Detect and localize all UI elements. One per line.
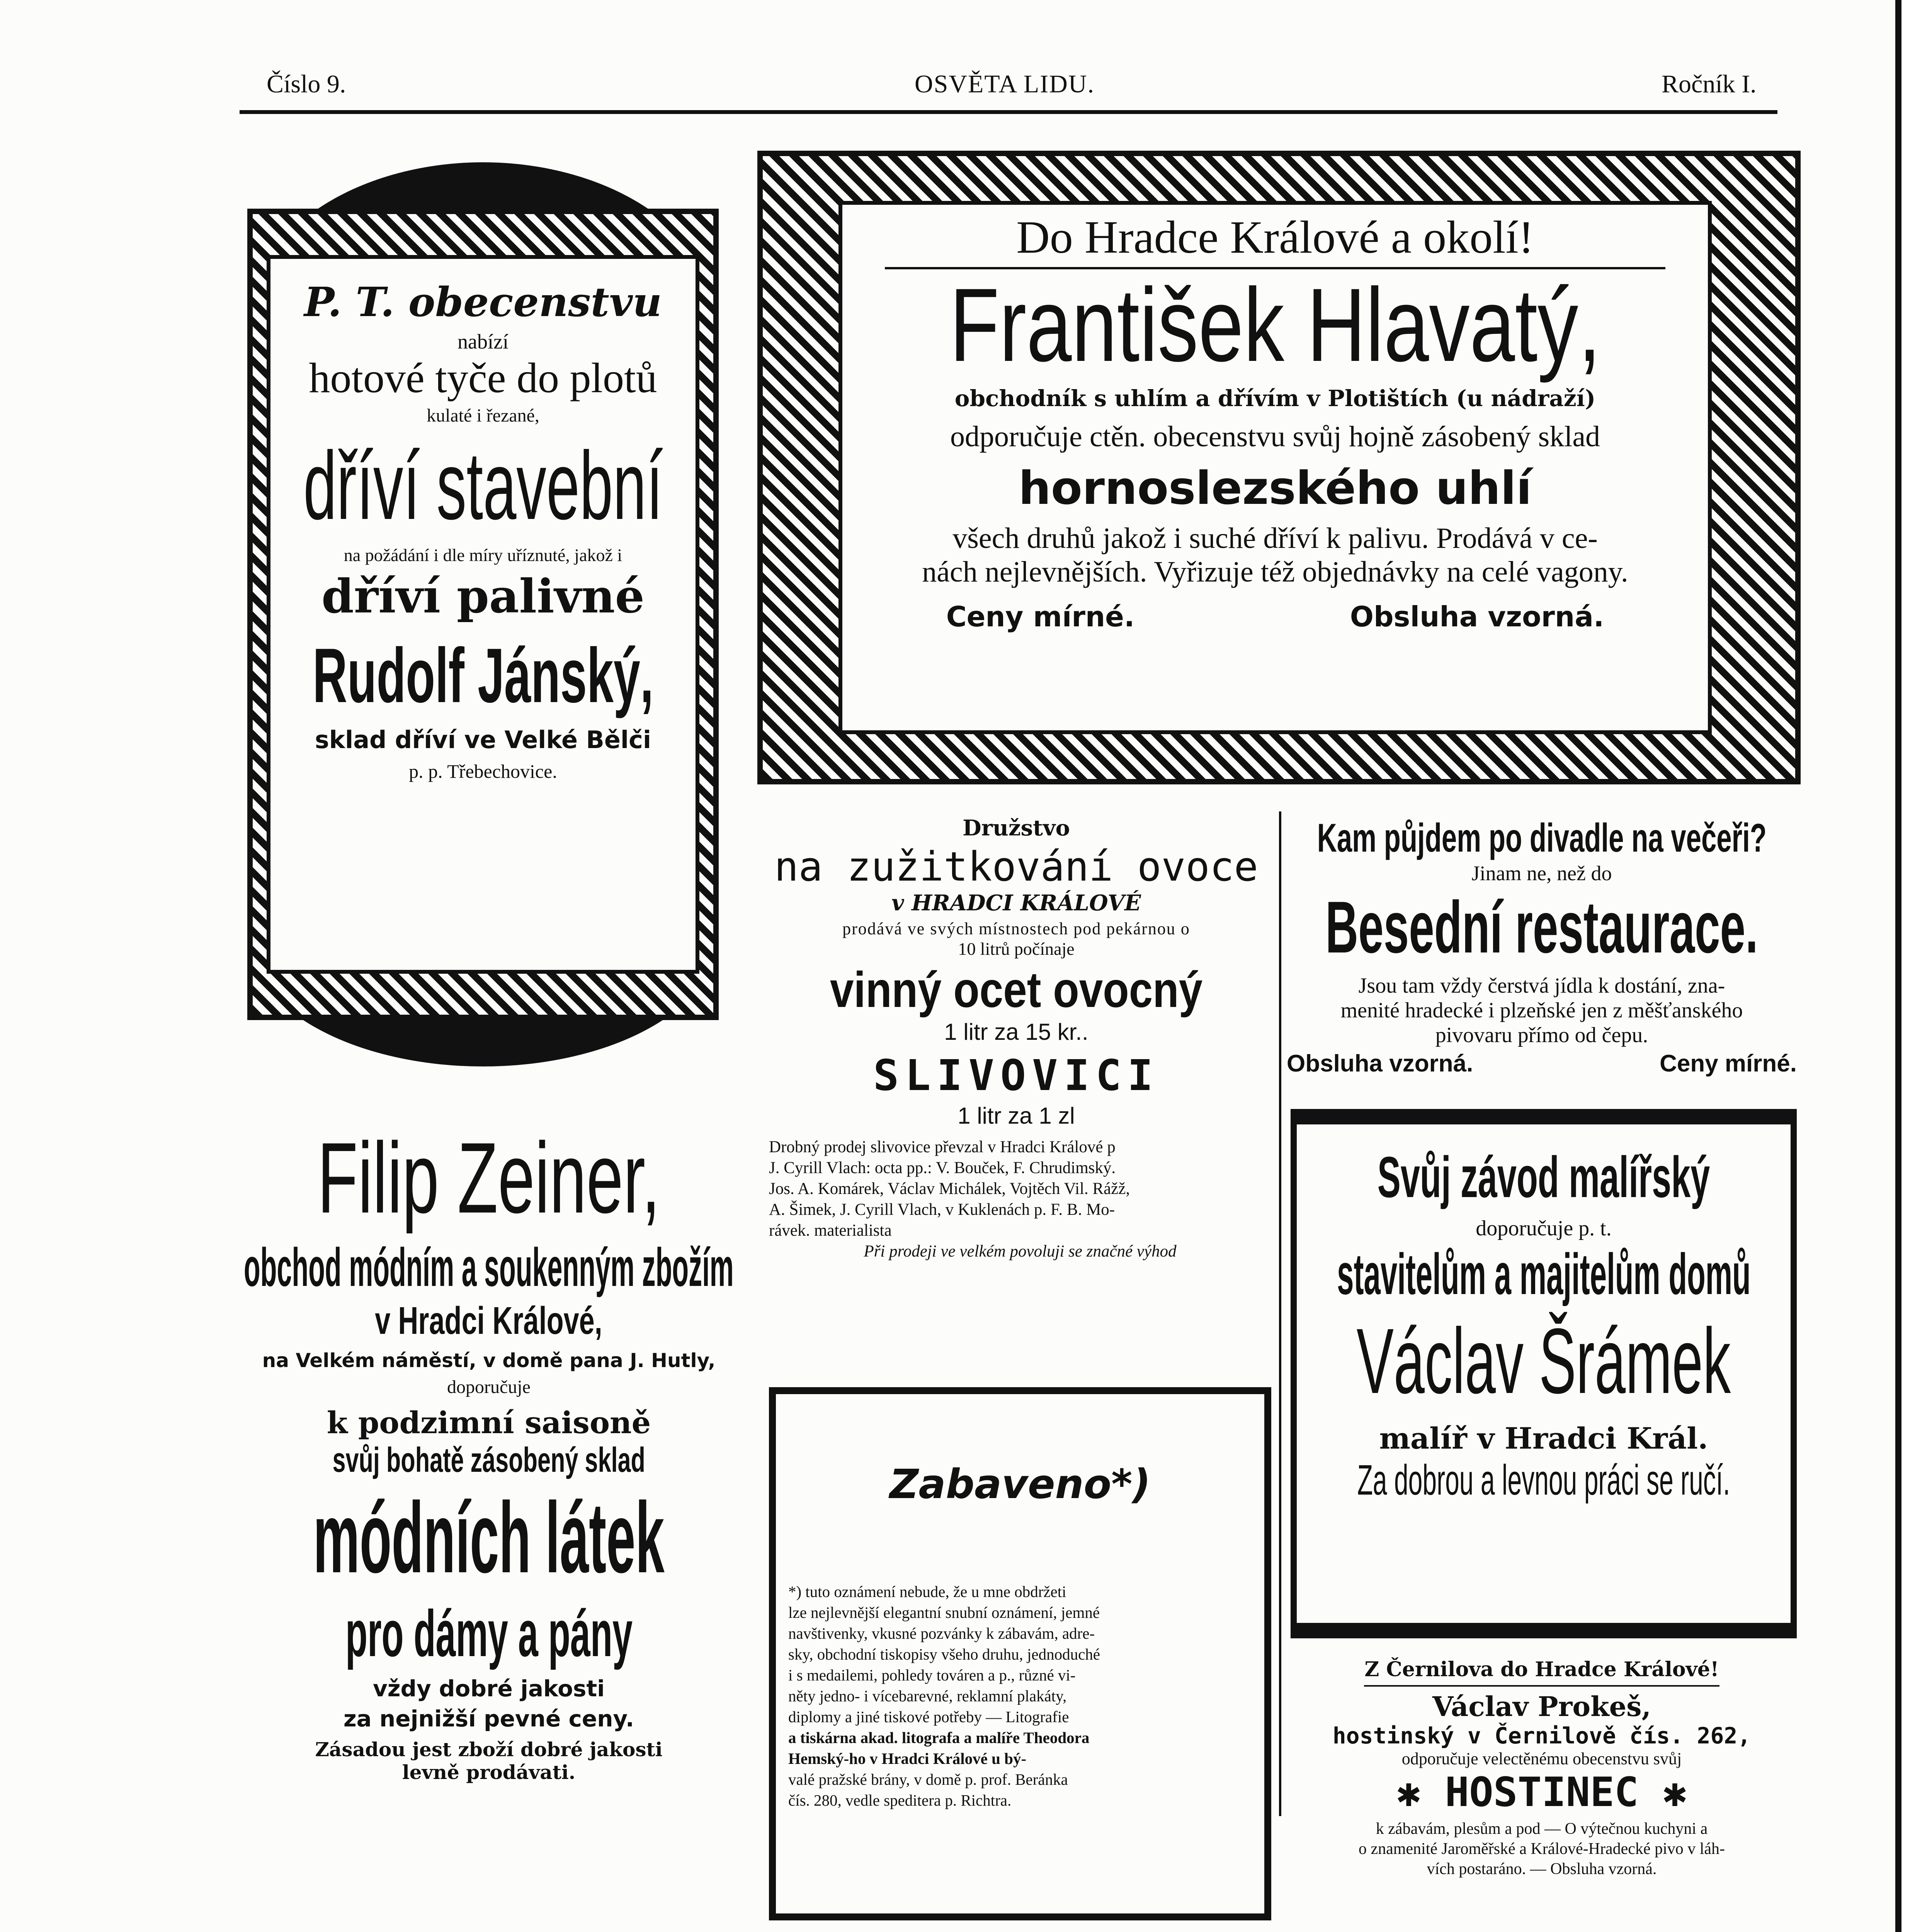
fruit-body-3: A. Šimek, J. Cyrill Vlach, v Kuklenách p. F. B. Mo-	[769, 1201, 1115, 1219]
column-divider	[1279, 811, 1281, 1816]
fruit-line5: vinný ocet ovocný	[830, 961, 1203, 1018]
coal-name: František Hlavatý,	[949, 267, 1601, 383]
fruit-body-1: J. Cyrill Vlach: octa pp.: V. Bouček, F. Chrudimský.	[769, 1159, 1116, 1177]
next-page-strip	[1895, 0, 1932, 1932]
zeiner-line4: doporučuje	[447, 1377, 531, 1397]
coal-line3: hornoslezského uhlí	[1018, 461, 1532, 515]
restaurant-price: Ceny mírné.	[1660, 1050, 1797, 1077]
zeiner-line2: v Hradci Králové,	[375, 1299, 603, 1342]
inn-line3: HOSTINEC	[1445, 1769, 1639, 1816]
zeiner-line8: pro dámy a pány	[345, 1597, 633, 1670]
fence-place: sklad dříví ve Velké Bělči	[315, 726, 651, 754]
seized-body-5: něty jedno- i vícebarevné, reklamní plakáty,	[788, 1687, 1067, 1705]
restaurant-body-2: pivovaru přímo od čepu.	[1435, 1023, 1648, 1047]
coal-line5: nách nejlevnějších. Vyřizuje též objednávky na celé vagony.	[922, 556, 1628, 588]
zeiner-line11: Zásadou jest zboží dobré jakosti	[315, 1738, 663, 1761]
fruit-line4: 10 litrů počínaje	[958, 939, 1075, 959]
fence-post: p. p. Třebechovice.	[409, 760, 557, 782]
fruit-line3: prodává ve svých místnostech pod pekárnou o	[842, 919, 1190, 938]
coal-service: Obsluha vzorná.	[1350, 600, 1604, 633]
seized-body-9: valé pražské brány, v domě p. prof. Beránka	[788, 1770, 1068, 1788]
restaurant-name: Besední restaurace.	[1325, 886, 1758, 968]
painter-line3: stavitelům a majitelům domů	[1337, 1242, 1751, 1306]
coal-line4: všech druhů jakož i suché dříví k palivu. Prodává v ce-	[952, 522, 1598, 554]
seized-heading: Zabaveno*)	[889, 1461, 1151, 1508]
seized-body-0: *) tuto oznámení nebude, že u mne obdržeti	[788, 1583, 1066, 1600]
zeiner-name: Filip Zeiner,	[317, 1122, 660, 1234]
fence-line1: hotové tyče do plotů	[309, 354, 657, 401]
seized-body-1: lze nejlevnější elegantní snubní oznámení, jemné	[788, 1604, 1100, 1621]
fruit-line6: 1 litr za 15 kr..	[944, 1019, 1088, 1045]
ad-zeiner	[232, 1121, 746, 1784]
restaurant-heading: Kam půjdem po divadle na večeři?	[1317, 816, 1767, 861]
inn-line1: hostinský v Černilově čís. 262,	[1332, 1723, 1751, 1749]
coal-price: Ceny mírné.	[946, 600, 1135, 633]
restaurant-body-0: Jsou tam vždy čerstvá jídla k dostání, zna-	[1358, 974, 1725, 998]
restaurant-line1: Jinam ne, než do	[1471, 862, 1612, 885]
zeiner-line6: svůj bohatě zásobený sklad	[332, 1441, 645, 1480]
fence-line2: kulaté i řezané,	[427, 405, 539, 426]
inn-body-0: k zábavám, plesům a pod — O výtečnou kuchyni a	[1376, 1820, 1708, 1838]
painter-line2: doporučuje p. t.	[1476, 1216, 1612, 1240]
fruit-body-5: Při prodeji ve velkém povoluji se značné výhod	[864, 1242, 1177, 1260]
restaurant-body-1: menité hradecké i plzeňské jen z měšťanského	[1340, 998, 1743, 1022]
header-title: OSVĚTA LIDU.	[914, 70, 1095, 98]
fence-name: Rudolf Jánský,	[313, 633, 653, 719]
fruit-line7: SLIVOVICI	[873, 1051, 1160, 1100]
fruit-line8: 1 litr za 1 zl	[957, 1103, 1075, 1129]
zeiner-line1: obchod módním a soukenným zbožím	[244, 1237, 734, 1298]
ad-fence	[232, 162, 734, 1070]
seized-body-6: diplomy a jiné tiskové potřeby — Litografie	[788, 1708, 1069, 1726]
zeiner-line7: módních látek	[313, 1482, 665, 1594]
fruit-body-4: rávek. materialista	[769, 1221, 892, 1240]
fruit-line2: v HRADCI KRÁLOVÉ	[891, 890, 1141, 916]
seized-body-8: Hemský-ho v Hradci Králové u bý-	[788, 1750, 1027, 1767]
zeiner-line3: na Velkém náměstí, v domě pana J. Hutly,	[262, 1349, 716, 1372]
fence-heading: P. T. obecenstvu	[304, 278, 662, 326]
coal-heading: Do Hradce Králové a okolí!	[1016, 211, 1534, 263]
zeiner-line10: za nejnižší pevné ceny.	[343, 1706, 634, 1732]
fence-line4: na požádání i dle míry uříznuté, jakož i	[344, 545, 622, 565]
seized-body-3: sky, obchodní tiskopisy všeho druhu, jednoduché	[788, 1645, 1100, 1663]
fruit-body-2: Jos. A. Komárek, Václav Michálek, Vojtěch Vil. Rážž,	[769, 1180, 1130, 1198]
fence-line3: dříví stavební	[303, 432, 663, 539]
fruit-body-0: Drobný prodej slivovice převzal v Hradci Králové p	[769, 1138, 1116, 1156]
inn-line2: odporučuje velectěnému obecenstvu svůj	[1401, 1749, 1682, 1768]
inn-body-1: o znamenité Jaroměřské a Králové-Hradecké pivo v láh-	[1358, 1840, 1725, 1858]
seized-body-4: i s medailemi, pohledy továren a p., různé vi-	[788, 1666, 1076, 1684]
inn-body-2: vích postaráno. — Obsluha vzorná.	[1427, 1860, 1657, 1878]
ad-restaurant	[1287, 815, 1797, 1077]
painter-name: Václav Šrámek	[1356, 1309, 1731, 1413]
seized-body-7: a tiskárna akad. litografa a malíře Theodora	[788, 1729, 1090, 1747]
ad-fruit	[761, 815, 1271, 1262]
zeiner-line9: vždy dobré jakosti	[372, 1675, 605, 1702]
ad-inn: Z Černilova do Hradce Králové! Václav Prokeš, hostinský v Černilově čís. 262, odporučuje velectěnému obecenstvu svůj ✱ HOSTINEC ✱ k zábavám, plesům a pod — O výtečnou kuchyni a o znamenité Jaroměřské a Králové-Hradecké pivo v láh- vích postaráno. — Obsluha vzorná.	[1287, 1658, 1797, 1879]
coal-line1: obchodník s uhlím a dřívím v Plotištích (u nádraží)	[954, 385, 1596, 412]
header-issue: Číslo 9.	[267, 70, 346, 98]
fence-line5: dříví palivné	[321, 569, 645, 624]
painter-line5: Za dobrou a levnou práci se ručí.	[1357, 1456, 1730, 1504]
seized-body-10: čís. 280, vedle speditera p. Richtra.	[788, 1791, 1012, 1809]
header-volume: Ročník I.	[1662, 70, 1757, 98]
painter-line4: malíř v Hradci Král.	[1379, 1421, 1708, 1456]
coal-line2: odporučuje ctěn. obecenstvu svůj hojně zásobený sklad	[950, 420, 1600, 453]
fence-offers: nabízí	[457, 330, 509, 353]
painter-line1: Svůj závod malířský	[1377, 1145, 1710, 1209]
fruit-heading: Družstvo	[963, 815, 1070, 841]
fruit-line1: na zužitkování ovoce	[774, 843, 1259, 890]
header-rule	[240, 110, 1777, 114]
restaurant-service: Obsluha vzorná.	[1287, 1050, 1473, 1077]
inn-name: Václav Prokeš,	[1432, 1690, 1651, 1723]
zeiner-line5: k podzimní saisoně	[327, 1405, 651, 1440]
inn-heading: Z Černilova do Hradce Králové!	[1364, 1658, 1719, 1681]
zeiner-line12: levně prodávati.	[402, 1761, 576, 1784]
seized-body-2: navštivenky, vkusné pozvánky k zábavám, adre-	[788, 1624, 1095, 1642]
